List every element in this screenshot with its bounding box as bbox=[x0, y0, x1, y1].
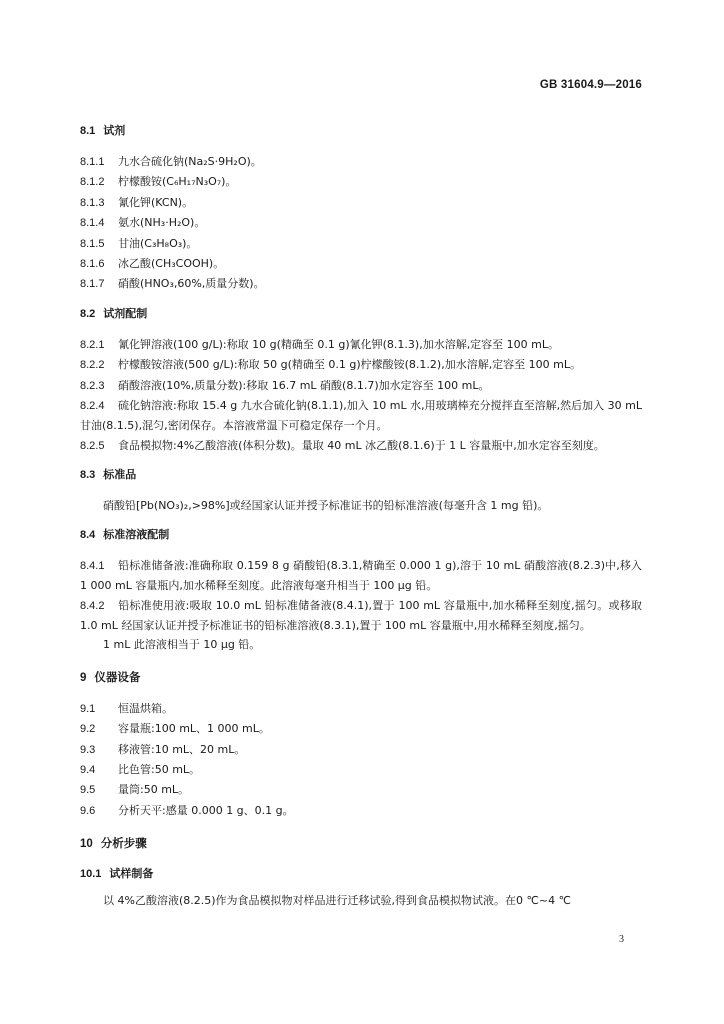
item-8-2-5: 8.2.5 食品模拟物:4%乙酸溶液(体积分数)。量取 40 mL 冰乙酸(8.1.6)于 1 L 容量瓶中,加水定容至刻度。 bbox=[80, 438, 605, 452]
item-8-2-4: 8.2.4 硫化钠溶液:称取 15.4 g 九水合硫化钠(8.1.1),加入 10 mL 水,用玻璃棒充分搅拌直至溶解,然后加入 30 mL 甘油(8.1.5),混匀,密闭保存。本溶液常温下可稳定保存一个月。 bbox=[80, 399, 642, 433]
section-heading-8-2: 8.2 试剂配制 bbox=[80, 306, 148, 320]
section-heading-10-1: 10.1 试样制备 bbox=[80, 867, 154, 881]
item-9-2: 9.2 容量瓶:100 mL、1 000 mL。 bbox=[80, 722, 270, 736]
section-heading-10: 10 分析步骤 bbox=[80, 836, 147, 851]
section-heading-8-3: 8.3 标准品 bbox=[80, 468, 137, 482]
item-8-1-4: 8.1.4 氨水(NH₃·H₂O)。 bbox=[80, 216, 206, 230]
item-8-1-7: 8.1.7 硝酸(HNO₃,60%,质量分数)。 bbox=[80, 277, 265, 291]
item-8-1-1: 8.1.1 九水合硫化钠(Na₂S·9H₂O)。 bbox=[80, 155, 262, 168]
document-body bbox=[80, 122, 642, 911]
page-number: 3 bbox=[619, 934, 624, 945]
item-8-1-5: 8.1.5 甘油(C₃H₈O₃)。 bbox=[80, 236, 198, 250]
note-text: 1 mL 此溶液相当于 10 μg 铅。 bbox=[103, 638, 261, 652]
item-8-1-6: 8.1.6 冰乙酸(CH₃COOH)。 bbox=[80, 257, 225, 271]
item-9-5: 9.5 量筒:50 mL。 bbox=[80, 783, 190, 797]
section-heading-8-4: 8.4 标准溶液配制 bbox=[80, 527, 170, 541]
item-9-3: 9.3 移液管:10 mL、20 mL。 bbox=[80, 742, 246, 756]
item-8-2-1: 8.2.1 氰化钾溶液(100 g/L):称取 10 g(精确至 0.1 g)氰化钾(8.1.3),加水溶解,定容至 100 mL。 bbox=[80, 337, 560, 351]
standard-code: GB 31604.9—2016 bbox=[539, 79, 642, 91]
item-8-1-3: 8.1.3 氰化钾(KCN)。 bbox=[80, 195, 194, 209]
item-9-1: 9.1 恒温烘箱。 bbox=[80, 701, 173, 715]
item-8-4-1: 8.4.1 铅标准储备液:准确称取 0.159 8 g 硝酸铅(8.3.1,精确至 0.000 1 g),溶于 10 mL 硝酸溶液(8.2.3)中,移入 1 000 mL 容量瓶内,加水稀释至刻度。此溶液每毫升相当于 100 μg 铅。 bbox=[80, 558, 642, 593]
item-8-4-2: 8.4.2 铅标准使用液:吸取 10.0 mL 铅标准储备液(8.4.1),置于 100 mL 容量瓶中,加水稀释至刻度,摇匀。或移取 1.0 mL 经国家认证并授予标准证书的铅标准溶液(8.3.1),置于 100 mL 容量瓶中,用水稀释至刻度,摇匀。 bbox=[80, 598, 642, 632]
item-9-6: 9.6 分析天平:感量 0.000 1 g、0.1 g。 bbox=[80, 803, 294, 817]
sample-prep-text: 以 4%乙酸溶液(8.2.5)作为食品模拟物对样品进行迁移试验,得到食品模拟物试液。在0 ℃~4 ℃ bbox=[103, 894, 571, 908]
section-heading-8-1: 8.1 试剂 bbox=[80, 124, 126, 137]
item-8-2-3: 8.2.3 硝酸溶液(10%,质量分数):移取 16.7 mL 硝酸(8.1.7)加水定容至 100 mL。 bbox=[80, 378, 490, 392]
section-heading-9: 9 仪器设备 bbox=[80, 669, 141, 684]
standard-substance-text: 硝酸铅[Pb(NO₃)₂,>98%]或经国家认证并授予标准证书的铅标准溶液(每毫升含 1 mg 铅)。 bbox=[103, 499, 549, 513]
item-8-2-2: 8.2.2 柠檬酸铵溶液(500 g/L):称取 50 g(精确至 0.1 g)柠檬酸铵(8.1.2),加水溶解,定容至 100 mL。 bbox=[80, 358, 582, 372]
item-9-4: 9.4 比色管:50 mL。 bbox=[80, 762, 201, 776]
item-8-1-2: 8.1.2 柠檬酸铵(C₆H₁₇N₃O₇)。 bbox=[80, 175, 237, 189]
